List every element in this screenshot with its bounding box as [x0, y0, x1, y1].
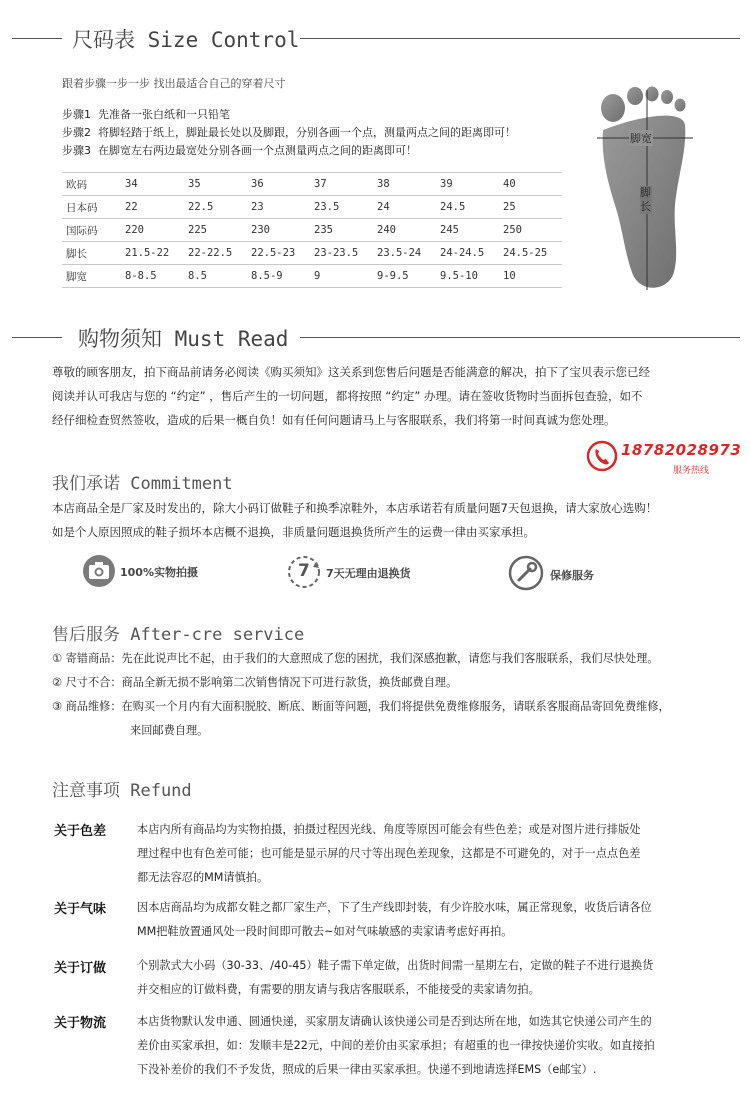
refund-line: 理过程中也有色差可能；也可能是显示屏的尺寸等出现色差现象，这都是不可避免的，对于一点点色差	[137, 847, 641, 860]
refund-line: 本店货物默认发申通、圆通快递，买家朋友请确认该快递公司是否到达所在地，如选其它快递公司产生的	[137, 1015, 652, 1028]
item-number: ①	[52, 652, 63, 665]
size-cell: 24.5	[436, 196, 499, 219]
size-row-jp	[62, 196, 562, 219]
step-3: 步骤3 在脚宽左右两边最宽处分别各画一个点测量两点之间的距离即可！	[62, 144, 417, 157]
size-cell: 23.5	[310, 196, 373, 219]
step-2: 步骤2 将脚轻踏于纸上，脚趾最长处以及脚跟，分别各画一个点，测量两点之间的距离即可！	[62, 126, 516, 139]
size-cell: 230	[247, 219, 310, 242]
after-sale-item-3-cont: 来回邮费自理。	[130, 724, 209, 737]
badge-warranty	[508, 555, 544, 595]
size-cell: 9	[310, 265, 373, 288]
refund-label-smell: 关于气味	[54, 902, 107, 917]
foot-illustration	[585, 80, 705, 295]
hotline-number: 18782028973	[621, 441, 742, 459]
size-row-width	[62, 265, 562, 288]
wrench-icon	[508, 555, 544, 591]
size-cell: 22	[121, 196, 184, 219]
badge-photo-label: 100%实物拍摄	[120, 566, 198, 579]
read-title-line-right	[300, 337, 740, 338]
badge-return	[286, 554, 322, 594]
size-subtitle: 跟着步骤一步一步 找出最适合自己的穿着尺寸	[62, 77, 286, 90]
size-cell: 22.5	[184, 196, 247, 219]
item-text: 商品维修：在购买一个月内有大面积脱胶、断底、断面等问题，我们将提供免费维修服务，请联系客服商品寄回免费维修，	[65, 700, 670, 713]
row-label: 国际码	[62, 219, 121, 242]
refund-label-color: 关于色差	[54, 824, 107, 839]
commitment-line-2: 如是个人原因照成的鞋子损坏本店概不退换，非质量问题退换货所产生的运费一律由买家承担。	[52, 525, 535, 539]
size-cell: 38	[373, 173, 436, 196]
read-title-line-left	[12, 337, 62, 338]
size-cell: 34	[121, 173, 184, 196]
foot-width-label: 脚宽	[630, 132, 652, 145]
read-section-title: 购物须知 Must Read	[78, 327, 289, 351]
refund-label-custom: 关于订做	[54, 961, 107, 976]
refund-title: 注意事项 Refund	[52, 781, 192, 801]
size-cell: 37	[310, 173, 373, 196]
step-1: 步骤1 先准备一张白纸和一只铅笔	[62, 108, 230, 121]
size-cell: 235	[310, 219, 373, 242]
size-cell: 24	[373, 196, 436, 219]
size-cell: 22-22.5	[184, 242, 247, 265]
size-cell: 40	[499, 173, 562, 196]
badge-warranty-label: 保修服务	[550, 569, 594, 582]
size-cell: 24-24.5	[436, 242, 499, 265]
item-text: 尺寸不合：商品全新无损不影响第二次销售情况下可进行款货，换货邮费自理。	[65, 676, 458, 689]
refund-line: 本店内所有商品均为实物拍摄，拍摄过程因光线、角度等原因可能会有些色差；或是对图片进行排版处	[137, 823, 641, 836]
after-sale-title: 售后服务 After-cre service	[52, 625, 305, 645]
size-cell: 9.5-10	[436, 265, 499, 288]
size-row-length	[62, 242, 562, 265]
refund-line: MM把鞋放置通风处一段时间即可散去~如对气味敏感的卖家请考虑好再拍。	[137, 925, 513, 938]
camera-icon	[82, 554, 116, 588]
size-cell: 245	[436, 219, 499, 242]
size-table	[62, 172, 562, 288]
item-number: ②	[52, 676, 63, 689]
size-title-line-right	[300, 38, 740, 39]
badge-photo	[82, 554, 116, 592]
size-cell: 240	[373, 219, 436, 242]
after-sale-item-2	[52, 674, 457, 690]
size-cell: 225	[184, 219, 247, 242]
read-line-3: 经仔细检查贸然签收，造成的后果一概自负！如有任何问题请马上与客服联系，我们将第一时间真诚为您处理。	[52, 413, 616, 427]
size-cell: 8.5-9	[247, 265, 310, 288]
refund-text-shipping	[137, 1010, 725, 1082]
after-sale-item-1	[52, 650, 659, 666]
badge-return-number: 7	[298, 561, 310, 581]
row-label: 脚宽	[62, 265, 121, 288]
size-section-title: 尺码表 Size Control	[72, 28, 300, 52]
row-label: 欧码	[62, 173, 121, 196]
refund-line: 都无法容忍的MM请慎拍。	[137, 871, 269, 884]
refund-label-shipping: 关于物流	[54, 1016, 107, 1031]
read-line-1: 尊敬的顾客朋友，拍下商品前请务必阅读《购买须知》这关系到您售后问题是否能满意的解决，拍下了宝贝表示您已经	[52, 365, 650, 379]
item-number: ③	[52, 700, 63, 713]
size-cell: 25	[499, 196, 562, 219]
size-cell: 24.5-25	[499, 242, 562, 265]
commitment-title: 我们承诺 Commitment	[52, 474, 233, 494]
row-label: 脚长	[62, 242, 121, 265]
after-sale-item-3	[52, 698, 670, 714]
badge-return-label: 7天无理由退换货	[326, 567, 411, 580]
phone-icon	[585, 439, 619, 473]
refund-line: 因本店商品均为成都女鞋之都厂家生产，下了生产线即封装，有少许胶水味，属正常现象，收货后请各位	[137, 901, 652, 914]
size-cell: 8-8.5	[121, 265, 184, 288]
size-cell: 23	[247, 196, 310, 219]
size-cell: 10	[499, 265, 562, 288]
refund-line: 并交相应的订做料费，有需要的朋友请与我店客服联系，不能接受的卖家请勿拍。	[137, 983, 540, 996]
read-line-2: 阅读并认可我店与您的 “约定” ，售后产生的一切问题，都将按照 “约定” 办理。请在签收货物时当面拆包查验，如不	[52, 389, 643, 403]
size-title-line-left	[12, 38, 62, 39]
size-row-intl	[62, 219, 562, 242]
size-cell: 8.5	[184, 265, 247, 288]
size-cell: 36	[247, 173, 310, 196]
refund-text-smell	[137, 896, 725, 944]
hotline	[585, 437, 742, 479]
refund-line: 下没补差价的我们不予发货，照成的后果一律由买家承担。快递不到地请选择EMS（e邮宝）.	[137, 1063, 597, 1076]
size-cell: 250	[499, 219, 562, 242]
size-cell: 35	[184, 173, 247, 196]
refund-line: 个别款式大小码（30-33、/40-45）鞋子需下单定做，出货时间需一星期左右，定做的鞋子不进行退换货	[137, 959, 654, 972]
item-text: 寄错商品：先在此说声比不起，由于我们的大意照成了您的困扰，我们深感抱歉，请您与我们客服联系，我们尽快处理。	[65, 652, 659, 665]
refund-line: 差价由买家承担，如：发顺丰是22元，中间的差价由买家承担；有超重的也一律按快递价实收。如直接拍	[137, 1039, 655, 1052]
refund-text-custom	[137, 954, 725, 1002]
commitment-paragraph	[52, 496, 742, 544]
size-cell: 220	[121, 219, 184, 242]
row-label: 日本码	[62, 196, 121, 219]
size-cell: 9-9.5	[373, 265, 436, 288]
read-paragraph	[52, 360, 742, 432]
size-cell: 23-23.5	[310, 242, 373, 265]
hotline-label: 服务热线	[673, 466, 710, 476]
size-row-eu	[62, 173, 562, 196]
commitment-line-1: 本店商品全是厂家及时发出的，除大小码订做鞋子和换季凉鞋外，本店承诺若有质量问题7天包退换，请大家放心选购！	[52, 501, 658, 515]
refund-text-color	[137, 818, 725, 890]
size-cell: 22.5-23	[247, 242, 310, 265]
size-cell: 21.5-22	[121, 242, 184, 265]
size-cell: 23.5-24	[373, 242, 436, 265]
foot-length-label: 脚长	[640, 186, 651, 213]
size-cell: 39	[436, 173, 499, 196]
